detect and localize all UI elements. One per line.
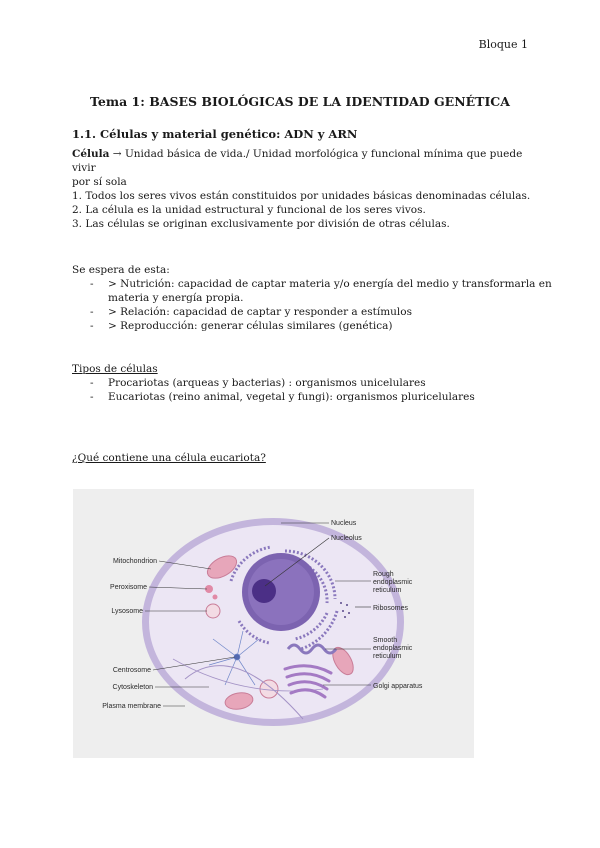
cell-types-list bbox=[90, 376, 530, 404]
cell-definition bbox=[72, 147, 532, 189]
label-rough-er-2: endoplasmic bbox=[373, 579, 413, 586]
definition-term: Célula bbox=[72, 148, 110, 160]
expectation-item-relation bbox=[90, 305, 530, 319]
expectation-item-reproduction bbox=[90, 319, 530, 333]
principle-item: 1. Todos los seres vivos están constituidos por unidades básicas denominadas células. bbox=[72, 190, 531, 202]
peroxisome-small-shape bbox=[213, 595, 218, 600]
bullet-dash: - bbox=[90, 320, 94, 332]
label-cytoskeleton: Cytoskeleton bbox=[112, 684, 153, 691]
label-smooth-er-2: endoplasmic bbox=[373, 645, 413, 652]
bullet-dash: - bbox=[90, 391, 94, 403]
label-golgi: Golgi apparatus bbox=[373, 683, 423, 690]
cell-types-heading: Tipos de células bbox=[72, 363, 158, 375]
section-heading: 1.1. Células y material genético: ADN y ARN bbox=[72, 127, 358, 141]
expectation-intro: Se espera de esta: bbox=[72, 264, 170, 276]
principle-item: 3. Las células se originan exclusivamente por división de otras células. bbox=[72, 218, 450, 230]
definition-text-1: Unidad básica de vida./ Unidad morfológica y funcional mínima que puede vivir bbox=[72, 148, 523, 174]
expectation-list bbox=[90, 277, 552, 333]
bullet-dash: - bbox=[90, 306, 94, 318]
cell-type-text: Procariotas (arqueas y bacterias) : organismos unicelulares bbox=[108, 377, 426, 389]
definition-text-2: por sí sola bbox=[72, 176, 127, 188]
label-rough-er-1: Rough bbox=[373, 571, 394, 578]
question-heading: ¿Qué contiene una célula eucariota? bbox=[72, 452, 266, 464]
label-centrosome: Centrosome bbox=[112, 667, 151, 674]
header-block: Bloque 1 bbox=[478, 38, 528, 51]
cell-type-item bbox=[90, 390, 530, 404]
expectation-line: > Reproducción: generar células similares (genética) bbox=[108, 320, 393, 332]
principles-list bbox=[72, 189, 532, 231]
principle-item: 2. La célula es la unidad estructural y funcional de los seres vivos. bbox=[72, 204, 426, 216]
page-title: Tema 1: BASES BIOLÓGICAS DE LA IDENTIDAD GENÉTICA bbox=[90, 94, 510, 109]
expectation-line: > Nutrición: capacidad de captar materia y/o energía del medio y transformarla en bbox=[108, 278, 552, 290]
expectation-line: > Relación: capacidad de captar y responder a estímulos bbox=[108, 306, 412, 318]
label-nucleolus: Nucleolus bbox=[331, 535, 362, 542]
cell-diagram-svg bbox=[73, 489, 474, 758]
nucleolus-shape bbox=[252, 579, 276, 603]
cell-type-text: Eucariotas (reino animal, vegetal y fungi): organismos pluricelulares bbox=[108, 391, 475, 403]
label-rough-er-3: reticulum bbox=[373, 587, 402, 594]
definition-arrow: → bbox=[109, 148, 125, 160]
expectation-line: materia y energía propia. bbox=[108, 292, 244, 304]
label-peroxisome: Peroxisome bbox=[110, 584, 147, 591]
cell-type-item bbox=[90, 376, 530, 390]
label-lysosome: Lysosome bbox=[111, 608, 143, 615]
lysosome-shape bbox=[206, 604, 220, 618]
label-mitochondrion: Mitochondrion bbox=[113, 558, 157, 565]
label-smooth-er-3: reticulum bbox=[373, 653, 402, 660]
bullet-dash: - bbox=[90, 377, 94, 389]
label-nucleus: Nucleus bbox=[331, 520, 357, 527]
expectation-item-nutrition bbox=[90, 277, 552, 305]
bullet-dash: - bbox=[90, 278, 94, 290]
label-smooth-er-1: Smooth bbox=[373, 637, 398, 644]
eukaryotic-cell-diagram bbox=[73, 489, 474, 758]
label-ribosomes: Ribosomes bbox=[373, 605, 409, 612]
label-plasma-membrane: Plasma membrane bbox=[102, 703, 161, 710]
